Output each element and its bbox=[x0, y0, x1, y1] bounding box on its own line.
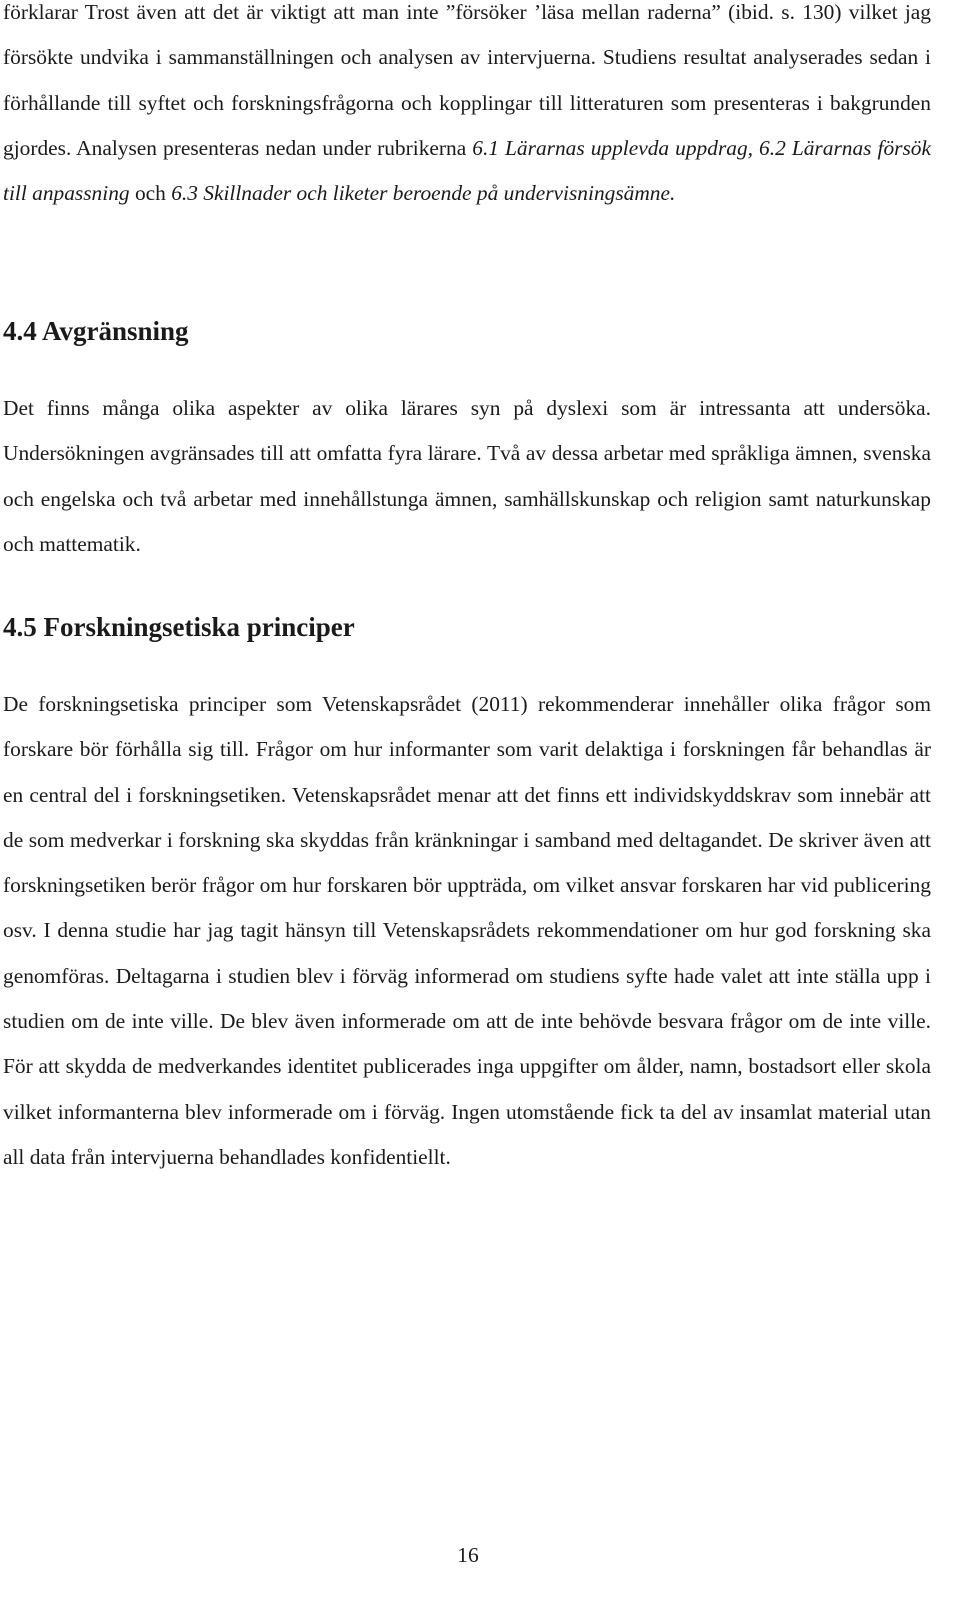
paragraph-avgransning: Det finns många olika aspekter av olika lärares syn på dyslexi som är intressanta att undersöka. Undersökningen avgränsades till att omfatta fyra lärare. Två av dessa arbetar med språkliga ämnen, svenska och engelska och två arbetar med innehållstunga ämnen, samhällskunskap och religion samt naturkunskap och mattematik. bbox=[3, 396, 931, 556]
heading-avgransning: 4.4 Avgränsning bbox=[3, 316, 189, 346]
paragraph-analysis-rubric-2: 6.3 Skillnader och liketer beroende på undervisningsämne. bbox=[171, 181, 676, 206]
paragraph-analysis-text-b: och bbox=[129, 181, 172, 206]
paragraph-analysis-rubric-1: 6.1 Lärarnas upplevda uppdrag, 6.2 Lärarnas försök till anpassning bbox=[3, 135, 931, 206]
page-number: 16 bbox=[457, 1543, 479, 1567]
heading-forskningsetiska-principer: 4.5 Forskningsetiska principer bbox=[3, 612, 355, 642]
paragraph-forskningsetiska-principer: De forskningsetiska principer som Vetenskapsrådet (2011) rekommenderar innehåller olika frågor som forskare bör förhålla sig till. Frågor om hur informanter som varit delaktiga i forskningen får behandlas är en central del i forskningsetiken. Vetenskapsrådet menar att det finns ett individskyddskrav som innebär att de som medverkar i forskning ska skyddas från kränkningar i samband med deltagandet. De skriver även att forskningsetiken berör frågor om hur forskaren bör uppträda, om vilket ansvar forskaren har vid publicering osv. I denna studie har jag tagit hänsyn till Vetenskapsrådets rekommendationer om hur god forskning ska genomföras. Deltagarna i studien blev i förväg informerad om studiens syfte hade valet att inte ställa upp i studien om de inte ville. De blev även informerade om att de inte behövde besvara frågor om de inte ville. För att skydda de medverkandes identitet publicerades inga uppgifter om ålder, namn, bostadsort eller skola vilket informanterna blev informerade om i förväg. Ingen utomstående fick ta del av insamlat material utan all data från intervjuerna behandlades konfidentiellt. bbox=[3, 692, 931, 1169]
paragraph-analysis bbox=[3, 0, 931, 216]
paragraph-analysis-text-a: förklarar Trost även att det är viktigt att man inte ”försöker ’läsa mellan raderna” (ibid. s. 130) vilket jag försökte undvika i sammanställningen och analysen av intervjuerna. Studiens resultat analyserades sedan i förhållande till syftet och forskningsfrågorna och kopplingar till litteraturen som presenteras i bakgrunden gjordes. Analysen presenteras nedan under rubrikerna bbox=[3, 0, 931, 160]
